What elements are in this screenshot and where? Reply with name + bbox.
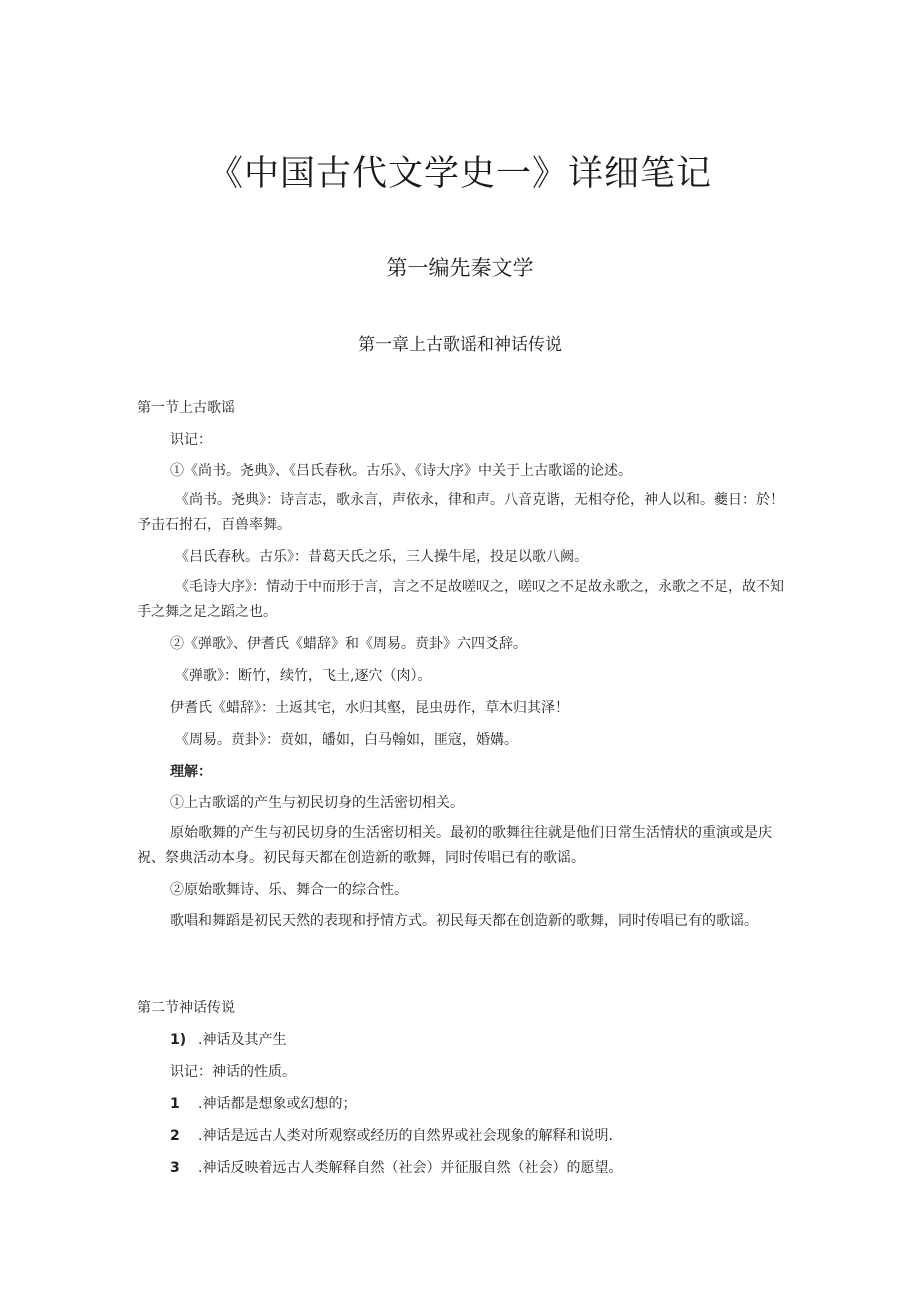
quote-zhaci: 伊耆氏《蜡辞》：土返其宅，水归其壑，昆虫毋作，草木归其泽！	[170, 700, 569, 716]
list-item	[170, 1126, 613, 1146]
recall-label: 识记：	[170, 432, 212, 448]
list-item	[170, 1158, 622, 1178]
understand-label: 理解：	[170, 764, 212, 780]
list-item	[170, 1094, 356, 1114]
section-heading: 第二节神话传说	[137, 1000, 235, 1016]
section-heading: 第一节上古歌谣	[137, 400, 235, 416]
subsection-label: .神话及其产生	[198, 1032, 287, 1048]
understand-point-2: ②原始歌舞诗、乐、舞合一的综合性。	[170, 882, 408, 898]
quote-lushi: 《吕氏春秋。古乐》：昔葛天氏之乐，三人操牛尾，投足以歌八阙。	[175, 549, 588, 565]
quote-zhouyi: 《周易。贲卦》：贲如，皤如，白马翰如，匪寇，婚媾。	[175, 732, 518, 748]
understand-point-1: ①上古歌谣的产生与初民切身的生活密切相关。	[170, 795, 464, 811]
list-item-number: 3	[170, 1160, 180, 1176]
list-item-text: .神话是远古人类对所观察或经历的自然界或社会现象的解释和说明.	[198, 1128, 613, 1144]
chapter-heading: 第一章上古歌谣和神话传说	[358, 335, 562, 355]
subsection-number: 1)	[170, 1032, 187, 1048]
recall-item-2: ②《弹歌》、伊耆氏《蜡辞》和《周易。贲卦》六四爻辞。	[170, 636, 527, 652]
list-item-text: .神话反映着远古人类解释自然（社会）并征服自然（社会）的愿望。	[198, 1160, 623, 1176]
quote-maoshi: 《毛诗大序》：情动于中而形于言，言之不足故嗟叹之，嗟叹之不足故永歌之，永歌之不足，故不知手之舞之足之蹈之也。	[137, 579, 784, 620]
recall-nature: 识记：神话的性质。	[170, 1064, 296, 1080]
part-heading: 第一编先秦文学	[386, 256, 534, 280]
quote-shangshu: 《尚书。尧典》：诗言志，歌永言，声依永，律和声。八音克谐，无相夺伦，神人以和。夔日：於！予击石拊石，百兽率舞。	[137, 492, 784, 533]
quote-tange: 《弹歌》：断竹，续竹，飞土,逐穴（肉）。	[175, 668, 432, 684]
understand-text-1: 原始歌舞的产生与初民切身的生活密切相关。最初的歌舞往往就是他们日常生活情状的重演或是庆祝、祭典活动本身。初民每天都在创造新的歌舞，同时传唱已有的歌谣。	[137, 825, 772, 866]
list-item-number: 2	[170, 1128, 180, 1144]
document-title: 《中国古代文学史一》详细笔记	[207, 154, 712, 194]
list-item-number: 1	[170, 1096, 180, 1112]
understand-text-2: 歌唱和舞蹈是初民天然的表现和抒情方式。初民每天都在创造新的歌舞，同时传唱已有的歌谣。	[170, 913, 758, 929]
subsection-heading	[170, 1030, 286, 1050]
recall-item-1: ①《尚书。尧典》、《吕氏春秋。古乐》、《诗大序》中关于上古歌谣的论述。	[170, 463, 632, 479]
list-item-text: .神话都是想象或幻想的；	[198, 1096, 357, 1112]
